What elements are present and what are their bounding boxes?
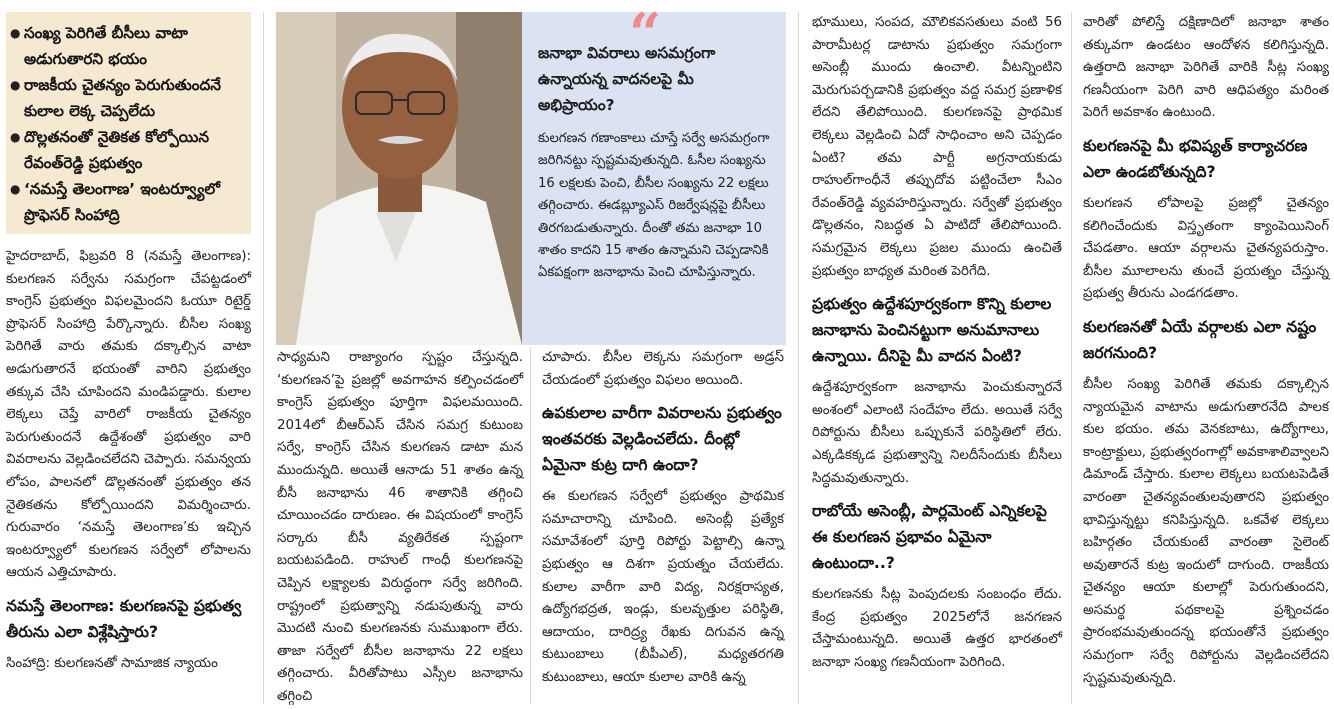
- question-heading: ప్రభుత్వం ఉద్దేశపూర్వకంగా కొన్ని కులాల జనాభాను పెంచినట్టుగా అనుమానాలు ఉన్నాయి. దీనిపై మీ వాదన ఏంటి?: [812, 295, 1052, 366]
- highlight-item: ● సంఖ్య పెరిగితే బీసీలు వాటా అడుగుతారని భయం: [10, 20, 245, 72]
- question-heading: కులగణనతో ఏయే వర్గాలకు ఎలా నష్టం జరగనుంది?: [1083, 317, 1317, 362]
- quote-answer: కులగణన గణాంకాలు చూస్తే సర్వే అసమగ్రంగా జరిగినట్టు స్పష్టమవుతున్నది. ఓసీల సంఖ్యను 16 లక్షలకు పెంచి, బీసీల సంఖ్యను 22 లక్షలు తగ్గించారు. ఈడబ్ల్యూఎస్ రిజర్వేషన్లపై బీసీలు తిరగబడుతున్నారు. దీంతో తమ జనాభా 10 శాతం కాదని 15 శాతం ఉన్నామని చెప్పడానికి ఏకపక్షంగా జనాభాను పెంచి చూపిస్తున్నారు.: [538, 131, 770, 281]
- body-paragraph: భూములు, సంపద, మౌలికవసతులు వంటి 56 పారామీటర్ల డాటాను ప్రభుత్వం సమగ్రంగా అసెంబ్లీ ముందు ఉంచాలి. వీటన్నింటిని మెరుగుపర్చడానికి ప్రభుత్వం వద్ద సమగ్ర ప్రణాళిక లేదని తేలిపోయింది. కులగణనపై ప్రాథమిక లెక్కలు వెల్లడించి ఏదో సాధించాం అని చెప్పడం ఏంటి? తమ పార్టీ అగ్రనాయకుడు రాహుల్‌గాంధీనే తప్పుదోవ పట్టించేలా సీఎం రేవంత్‌రెడ్డి వ్యవహరిస్తున్నారు. సర్వేతో ప్రభుత్వం డొల్లతనం, నిబద్ధత ఏ పాటిదో తేలిపోయింది. సమగ్రమైన లెక్కలు ప్రజల ముందు ఉంచితే ప్రభుత్వం బాధ్యత మరింత పెరిగేది.: [812, 15, 1062, 279]
- intro-paragraph: హైదరాబాద్, ఫిబ్రవరి 8 (నమస్తే తెలంగాణ): కులగణన సర్వేను సమగ్రంగా చేపట్టడంలో కాంగ్రెస్ ప్రభుత్వం విఫలమైందని ఓయూ రిటైర్డ్ ప్రొఫెసర్ సింహాద్రి పేర్కొన్నారు. బీసీల సంఖ్య పెరిగితే వారు తమకు దక్కాల్సిన వాటా అడుగుతారనే భయంతో వారిని ప్రభుత్వం తక్కువ చేసి చూపిందని మండిపడ్డారు. కులాల లెక్కలు చెప్తే వారిలో రాజకీయ చైతన్యం పెరుగుతుందనే ఉద్దేశంతో ప్రభుత్వం వారి వివరాలను వెల్లడించలేదని చెప్పారు. సమన్వయ లోపం, పాలనలో డొల్లతనంతో ప్రభుత్వం తన నైతికతను కోల్పోయిందని విమర్శించారు. గురువారం ‘నమస్తే తెలంగాణ’కు ఇచ్చిన ఇంటర్వ్యూలో కులగణన సర్వేలో లోపాలను ఆయన ఎత్తిచూపారు.: [6, 249, 251, 581]
- column-5: [1083, 12, 1329, 690]
- answer-paragraph: కులగణన లోపాలపై ప్రజల్లో చైతన్యం కలిగించేందుకు విస్తృతంగా క్యాంపెయినింగ్ చేపడతాం. ఆయా వర్గాలను చైతన్యపరుస్తాం. బీసీల మూలాలను తుంచే ప్రయత్నం చేస్తున్న ప్రభుత్వ తీరును ఎండగడతాం.: [1083, 195, 1329, 302]
- answer-paragraph: బీసీల సంఖ్య పెరిగితే తమకు దక్కాల్సిన న్యాయమైన వాటాను అడుగుతారనేది పాలక కుల భయం. తమ వెనకబాటు, ఉద్యోగాలు, కాంట్రాక్టులు, ప్రభుత్వరంగాల్లో అవకాశాలివ్వాలని డిమాండ్ చేస్తారు. కులాల లెక్కలు బయటపెడితే వారంతా చైతన్యవంతులవుతారని ప్రభుత్వం భావిస్తున్నట్టు కనిపిస్తున్నది. ఒకవేళ లెక్కలు బహిర్గతం చేయకుంటే వారంతా సైలెంట్ అవుతారనే కుట్ర ఇందులో దాగుంది. రాజకీయ చైతన్యం ఆయా కులాల్లో పెరుగుతుందని, అసమర్థ పథకాలపై ప్రశ్నించడం ప్రారంభమవుతుందన్న భయంతోనే ప్రభుత్వం సమగ్రంగా సర్వే రిపోర్టును వెల్లడించలేదని స్పష్టమవుతున్నది.: [1083, 376, 1329, 686]
- question-heading: రాబోయే అసెంబ్లీ, పార్లమెంట్ ఎన్నికలపై ఈ కులగణన ప్రభావం ఏమైనా ఉంటుందా..?: [812, 502, 1047, 573]
- portrait-photo: [276, 12, 522, 345]
- column-divider: [1071, 12, 1072, 704]
- column-2: [277, 347, 523, 709]
- quote-question: జనాభా వివరాలు అసమగ్రంగా ఉన్నాయన్న వాదనలపై మీ అభిప్రాయం?: [538, 44, 716, 114]
- question-heading: ఉపకులాల వారీగా వివరాలను ప్రభుత్వం ఇంతవరకు వెల్లడించలేదు. దీంట్లో ఏమైనా కుట్ర దాగి ఉందా?: [542, 404, 782, 475]
- highlight-item: ● రాజకీయ చైతన్యం పెరుగుతుందనే కులాల లెక్క చెప్పలేదు: [10, 72, 245, 124]
- column-divider: [530, 347, 531, 704]
- highlight-item: ● ‘నమస్తే తెలంగాణ’ ఇంటర్వ్యూలో ప్రొఫెసర్ సింహాద్రి: [10, 176, 245, 228]
- column-3: [542, 347, 784, 690]
- answer-paragraph: ఉద్దేశపూర్వకంగా జనాభాను పెంచుకున్నారనే అంశంలో ఎలాంటి సందేహం లేదు. అయితే సర్వే రిపోర్టును బీసీలు ఒప్పుకునే పరిస్థితిలో లేరు. ఎక్కడికక్కడ ప్రభుత్వాన్ని నిలదీసేందుకు బీసీలు సిద్ధమవుతున్నారు.: [812, 380, 1062, 486]
- bullet-icon: ●: [10, 130, 21, 144]
- column-1: [6, 0, 251, 676]
- answer-paragraph: ఈ కులగణన సర్వేలో ప్రభుత్వం ప్రాథమిక సమాచారాన్ని చూపింది. అసెంబ్లీ ప్రత్యేక సమావేశంలో పూర్తి రిపోర్టు పెట్టాల్సి ఉన్నా ప్రభుత్వం ఆ దిశగా ప్రయత్నం చేయలేదు. కులాల వారీగా వారి విద్య, నిరక్షరాస్యత, ఉద్యోగభద్రత, ఇండ్లు, కులవృత్తుల పరిస్థితి, ఆదాయం, దారిద్ర్య రేఖకు దిగువన ఉన్న కుటుంబాలు (బీపీఎల్), మధ్యతరగతి కుటుంబాలు, ఆయా కులాల వారికి ఉన్న: [542, 489, 784, 685]
- highlight-item: ● దొల్లతనంతో నైతికత కోల్పోయిన రేవంత్‌రెడ్డి ప్రభుత్వం: [10, 124, 245, 176]
- answer-paragraph: కులగణనకు సీట్ల పెంపుదలకు సంబంధం లేదు. కేంద్ర ప్రభుత్వం 2025లోనే జనగణన చేస్తామంటున్నది. అయితే ఉత్తర భారతంలో జనాభా సంఖ్య గణనీయంగా పెరిగింది.: [812, 587, 1062, 670]
- bullet-icon: ●: [10, 78, 21, 92]
- column-4: [812, 12, 1062, 674]
- body-paragraph: సాధ్యమని రాజ్యాంగం స్పష్టం చేస్తున్నది. ‘కులగణన’పై ప్రజల్లో అవగాహన కల్పించడంలో కాంగ్రెస్ ప్రభుత్వం పూర్తిగా విఫలమయింది. 2014లో బీఆర్ఎస్ చేసిన సమగ్ర కుటుంబ సర్వే, కాంగ్రెస్ చేసిన కులగణన డాటా మన ముందున్నది. అయితే ఆనాడు 51 శాతం ఉన్న బీసీ జనాభాను 46 శాతానికి తగ్గించి చూయించడం దారుణం. ఈ విషయంలో కాంగ్రెస్ సర్కారు బీసీ వ్యతిరేకత స్పష్టంగా బయటపడింది. రాహుల్ గాంధీ కులగణనపై చెప్పిన లక్ష్యాలకు విరుద్ధంగా సర్వే జరిగింది. రాష్ట్రంలో ప్రభుత్వాన్ని నడుపుతున్న వారు మొదటి నుంచి కులగణనకు సుముఖంగా లేరు. తాజా సర్వేలో బీసీల జనాభాను 22 లక్షలు తగ్గించారు. వీరితోపాటు ఎస్సీల జనాభాను తగ్గించి: [277, 350, 523, 704]
- body-paragraph: చూపారు. బీసీల లెక్కను సమగ్రంగా అడ్రస్ చేయడంలో ప్రభుత్వం విఫలం అయింది.: [542, 350, 784, 388]
- portrait-illustration: [276, 12, 522, 345]
- bullet-icon: ●: [10, 26, 21, 40]
- body-paragraph: వారితో పోలిస్తే దక్షిణాదిలో జనాభా శాతం తక్కువగా ఉండటం ఆందోళన కలిగిస్తున్నది. ఉత్తరాది జనాభా పెరిగితే వారికి సీట్ల సంఖ్య గణనీయంగా పెరిగి వారి ఆధిపత్యం మరింత పెరిగే అవకాశం ఉంటుంది.: [1083, 15, 1329, 121]
- answer-paragraph: సింహాద్రి: కులగణనతో సామాజిక న్యాయం: [6, 655, 218, 671]
- question-heading: నమస్తే తెలంగాణ: కులగణనపై ప్రభుత్వ తీరును ఎలా విశ్లేషిస్తారు?: [6, 596, 242, 641]
- column-divider: [798, 12, 799, 704]
- question-heading: కులగణనపై మీ భవిష్యత్ కార్యాచరణ ఎలా ఉండబోతున్నది?: [1083, 136, 1308, 181]
- quote-mark-icon: “: [629, 1, 662, 67]
- highlights-box: [6, 12, 251, 234]
- bullet-icon: ●: [10, 182, 21, 196]
- column-divider: [263, 12, 264, 704]
